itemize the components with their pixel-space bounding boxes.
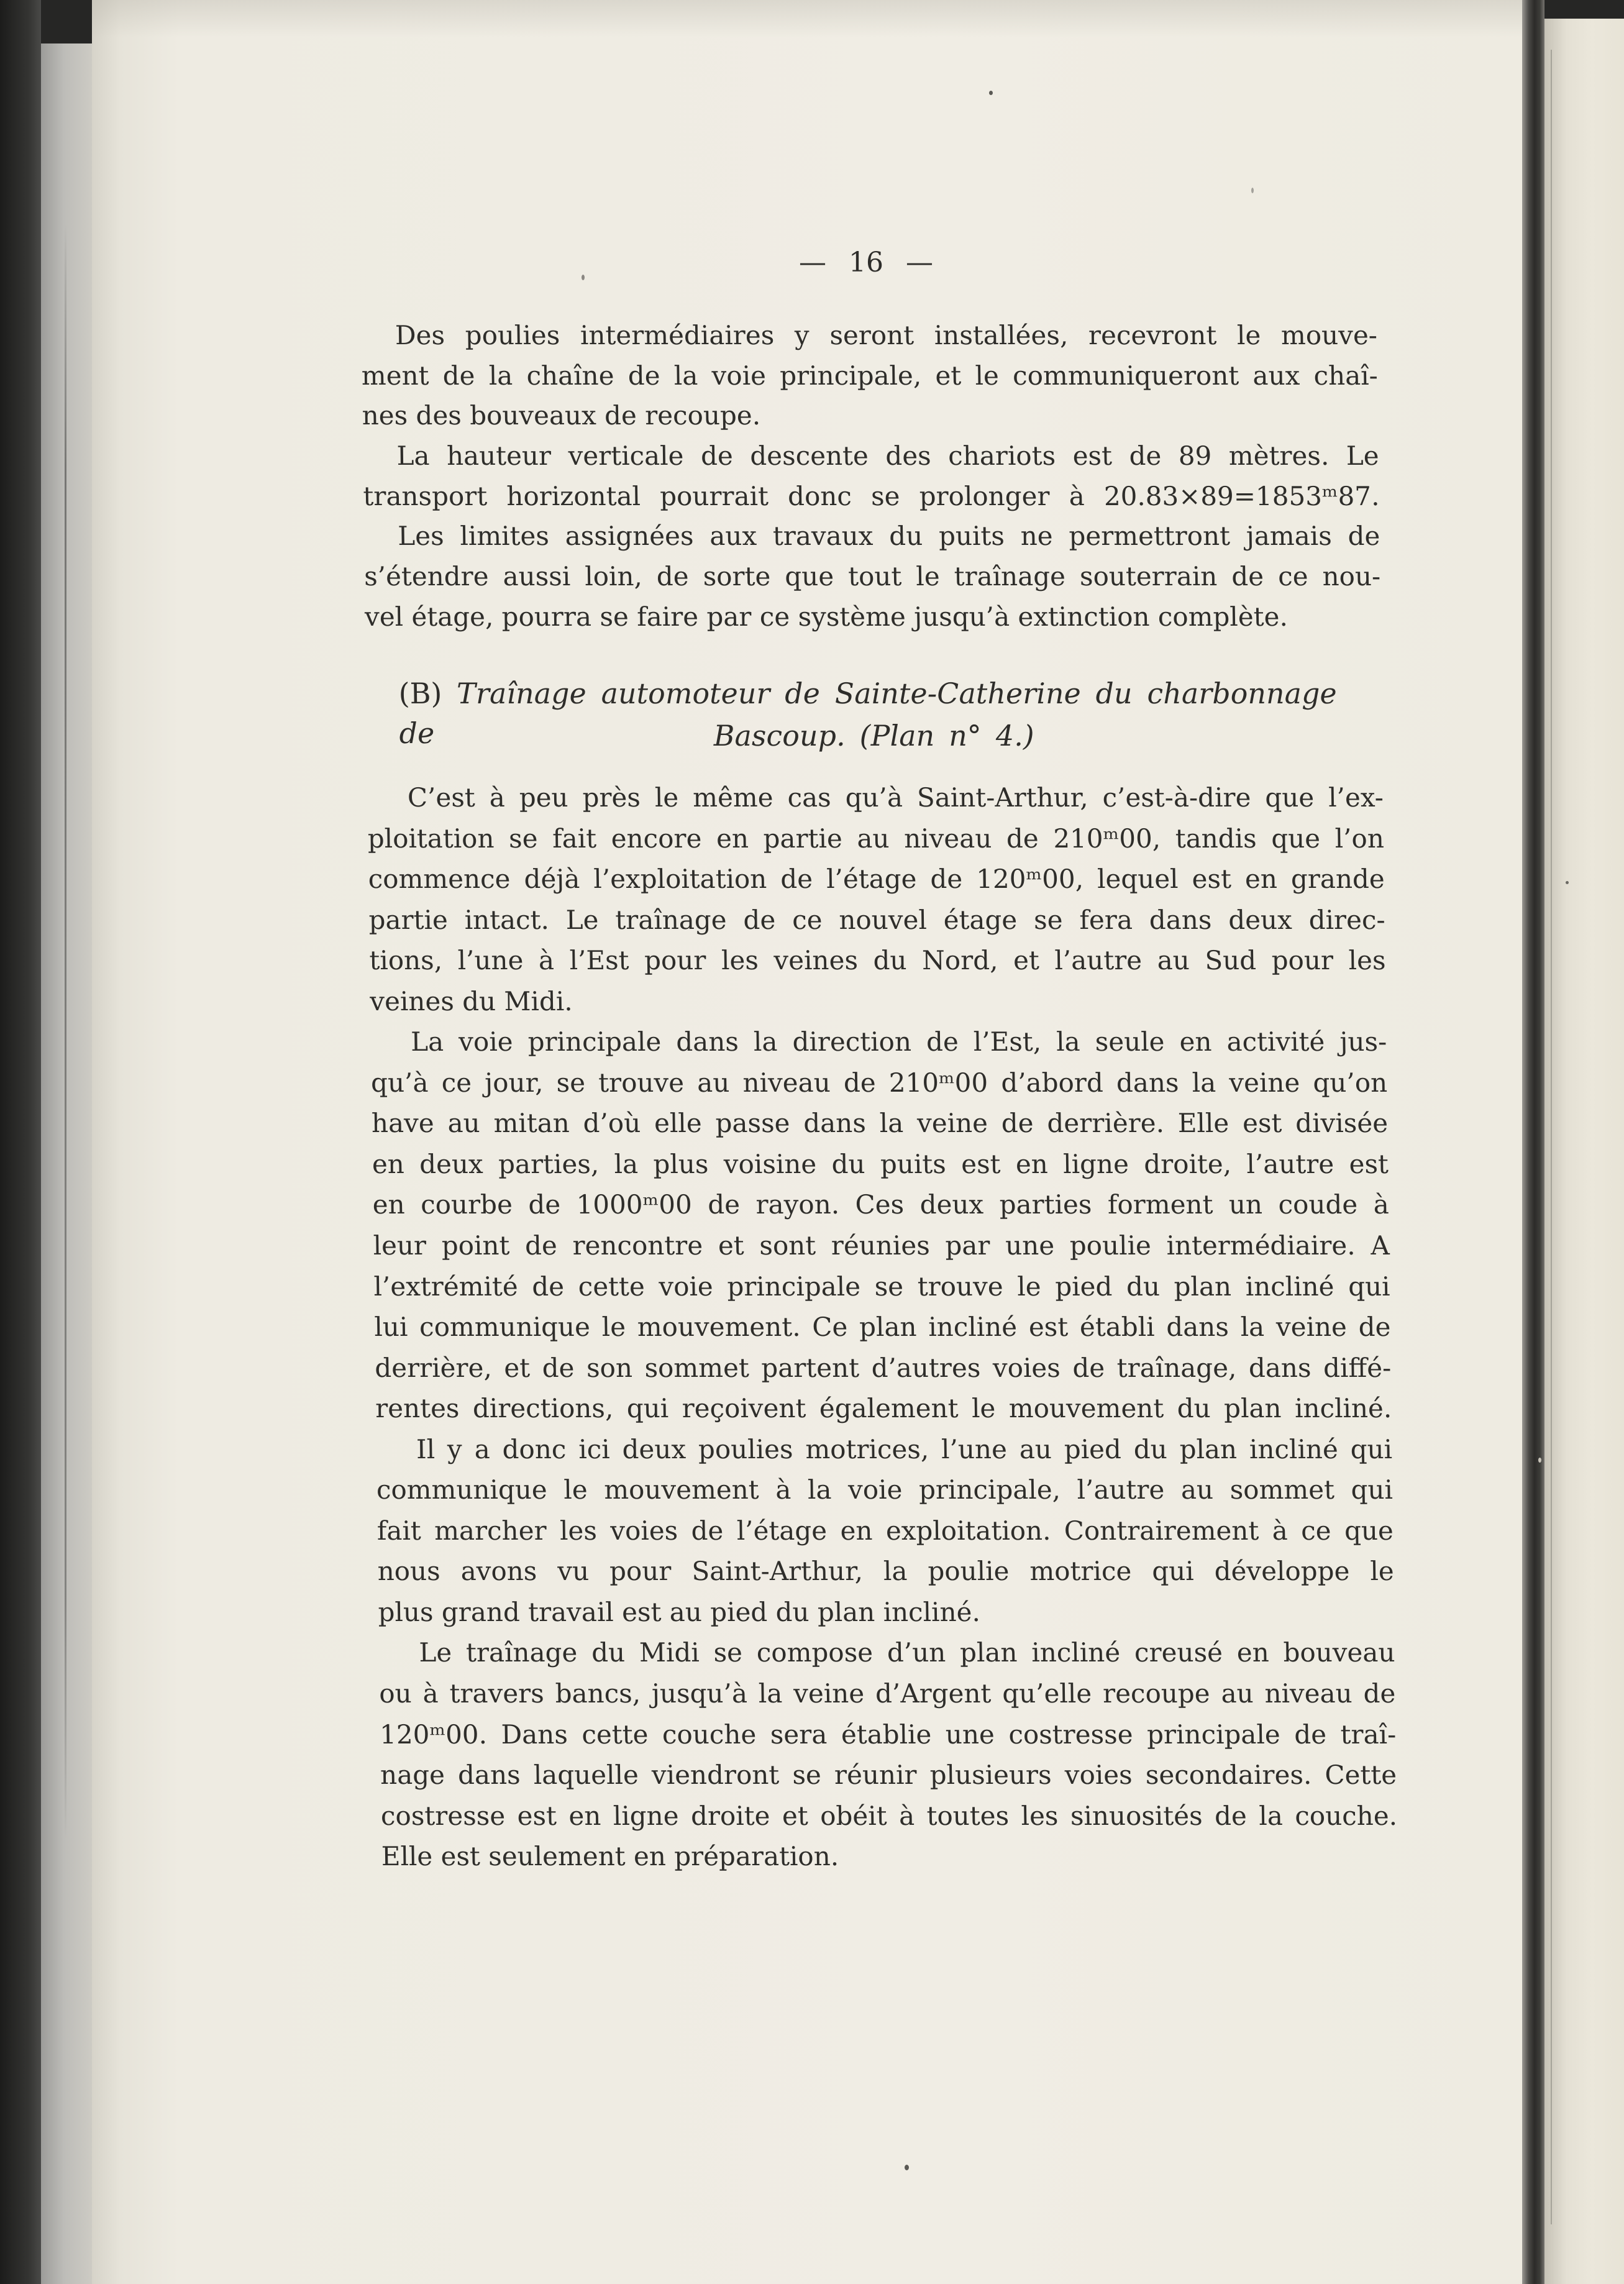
text-line: fait marcher les voies de l’étage en exploitation. Contrairement à ce que	[376, 1515, 1394, 1546]
text-line: en courbe de 1000ᵐ00 de rayon. Ces deux parties forment un coude à	[372, 1189, 1390, 1220]
paragraph	[363, 516, 1382, 637]
text-line: en deux parties, la plus voisine du puits est en ligne droite, l’autre est	[372, 1148, 1389, 1179]
text-line: La hauteur verticale de descente des chariots est de 89 mètres. Le	[396, 441, 1379, 472]
text-line: s’étendre aussi loin, de sorte que tout le traînage souterrain de ce nou-	[363, 561, 1381, 592]
text-line: costresse est en ligne droite et obéit à toutes les sinuosités de la couche.	[380, 1800, 1398, 1831]
text-line: communique le mouvement à la voie principale, l’autre au sommet qui	[376, 1474, 1394, 1505]
text-line: commence déjà l’exploitation de l’étage de 120ᵐ00, lequel est en grande	[368, 864, 1385, 895]
text-line: transport horizontal pourrait donc se prolonger à 20.83×89=1853ᵐ87.	[363, 480, 1380, 511]
text-line: Les limites assignées aux travaux du puits ne permettront jamais de	[397, 521, 1380, 552]
text-line: Elle est seulement en préparation.	[381, 1841, 839, 1872]
binding-shadow	[0, 0, 41, 2284]
page-edge-shadow-line	[65, 224, 66, 1839]
text-line: l’extrémité de cette voie principale se trouve le pied du plan incliné qui	[373, 1271, 1390, 1302]
text-line: Il y a donc ici deux poulies motrices, l’une au pied du plan incliné qui	[416, 1433, 1393, 1464]
text-block	[357, 0, 1403, 2284]
paragraph	[367, 777, 1387, 1021]
next-page-edge	[1544, 19, 1624, 2284]
text-line: ment de la chaîne de la voie principale, et le communiqueront aux chaî-	[361, 360, 1379, 391]
text-line: partie intact. Le traînage de ce nouvel étage se fera dans deux direc-	[368, 904, 1385, 935]
text-line: ploitation se fait encore en partie au niveau de 210ᵐ00, tandis que l’on	[367, 823, 1385, 854]
section-label: (B)	[398, 677, 442, 710]
text-line: plus grand travail est au pied du plan incliné.	[378, 1596, 981, 1627]
text-group-bottom	[367, 777, 1398, 1877]
text-line: qu’à ce jour, se trouve au niveau de 210ᵐ00 d’abord dans la veine qu’on	[370, 1067, 1388, 1098]
text-line: nes des bouveaux de recoupe.	[362, 400, 761, 431]
section-heading-line-2: Bascoup. (Plan n° 4.)	[713, 719, 1034, 752]
paragraph	[362, 436, 1380, 516]
text-line: have au mitan d’où elle passe dans la veine de derrière. Elle est divisée	[371, 1108, 1389, 1139]
text-line: nous avons vu pour Saint-Arthur, la poulie motrice qui développe le	[377, 1556, 1395, 1587]
text-line: Le traînage du Midi se compose d’un plan incliné creusé en bouveau	[419, 1637, 1395, 1668]
text-line: leur point de rencontre et sont réunies par une poulie intermédiaire. A	[373, 1230, 1390, 1261]
paragraph	[378, 1632, 1398, 1876]
text-line: 120ᵐ00. Dans cette couche sera établie une costresse principale de traî-	[379, 1719, 1397, 1750]
paragraph	[361, 316, 1379, 436]
text-line: rentes directions, qui reçoivent également le mouvement du plan incliné.	[375, 1393, 1392, 1424]
text-line: Des poulies intermédiaires y seront installées, recevront le mouve-	[395, 320, 1378, 350]
page-number: — 16 —	[799, 247, 933, 278]
text-line: ou à travers bancs, jusqu’à la veine d’Argent qu’elle recoupe au niveau de	[378, 1678, 1396, 1709]
paragraph	[376, 1429, 1395, 1633]
text-line: nage dans laquelle viendront se réunir plusieurs voies secondaires. Cette	[380, 1760, 1397, 1791]
text-line: veines du Midi.	[370, 985, 573, 1016]
gutter-shadow	[1522, 0, 1544, 2284]
print-speck	[1538, 1458, 1541, 1463]
section-title: Traînage automoteur de Sainte-Catherine du charbonnage de	[399, 677, 1338, 750]
paragraph	[370, 1021, 1392, 1428]
left-page-edge	[41, 43, 92, 2284]
text-line: vel étage, pourra se faire par ce système jusqu’à extinction complète.	[364, 601, 1289, 632]
text-line: derrière, et de son sommet partent d’autres voies de traînage, dans diffé-	[374, 1352, 1392, 1383]
print-speck	[1566, 881, 1569, 884]
text-line: lui communique le mouvement. Ce plan incliné est établi dans la veine de	[374, 1312, 1391, 1343]
text-group-top	[361, 316, 1382, 637]
text-line: C’est à peu près le même cas qu’à Saint-Arthur, c’est-à-dire que l’ex-	[407, 782, 1384, 813]
next-page-fold-line	[1551, 50, 1552, 2224]
text-line: La voie principale dans la direction de l’Est, la seule en activité jus-	[410, 1026, 1387, 1057]
text-line: tions, l’une à l’Est pour les veines du Nord, et l’autre au Sud pour les	[369, 945, 1386, 976]
